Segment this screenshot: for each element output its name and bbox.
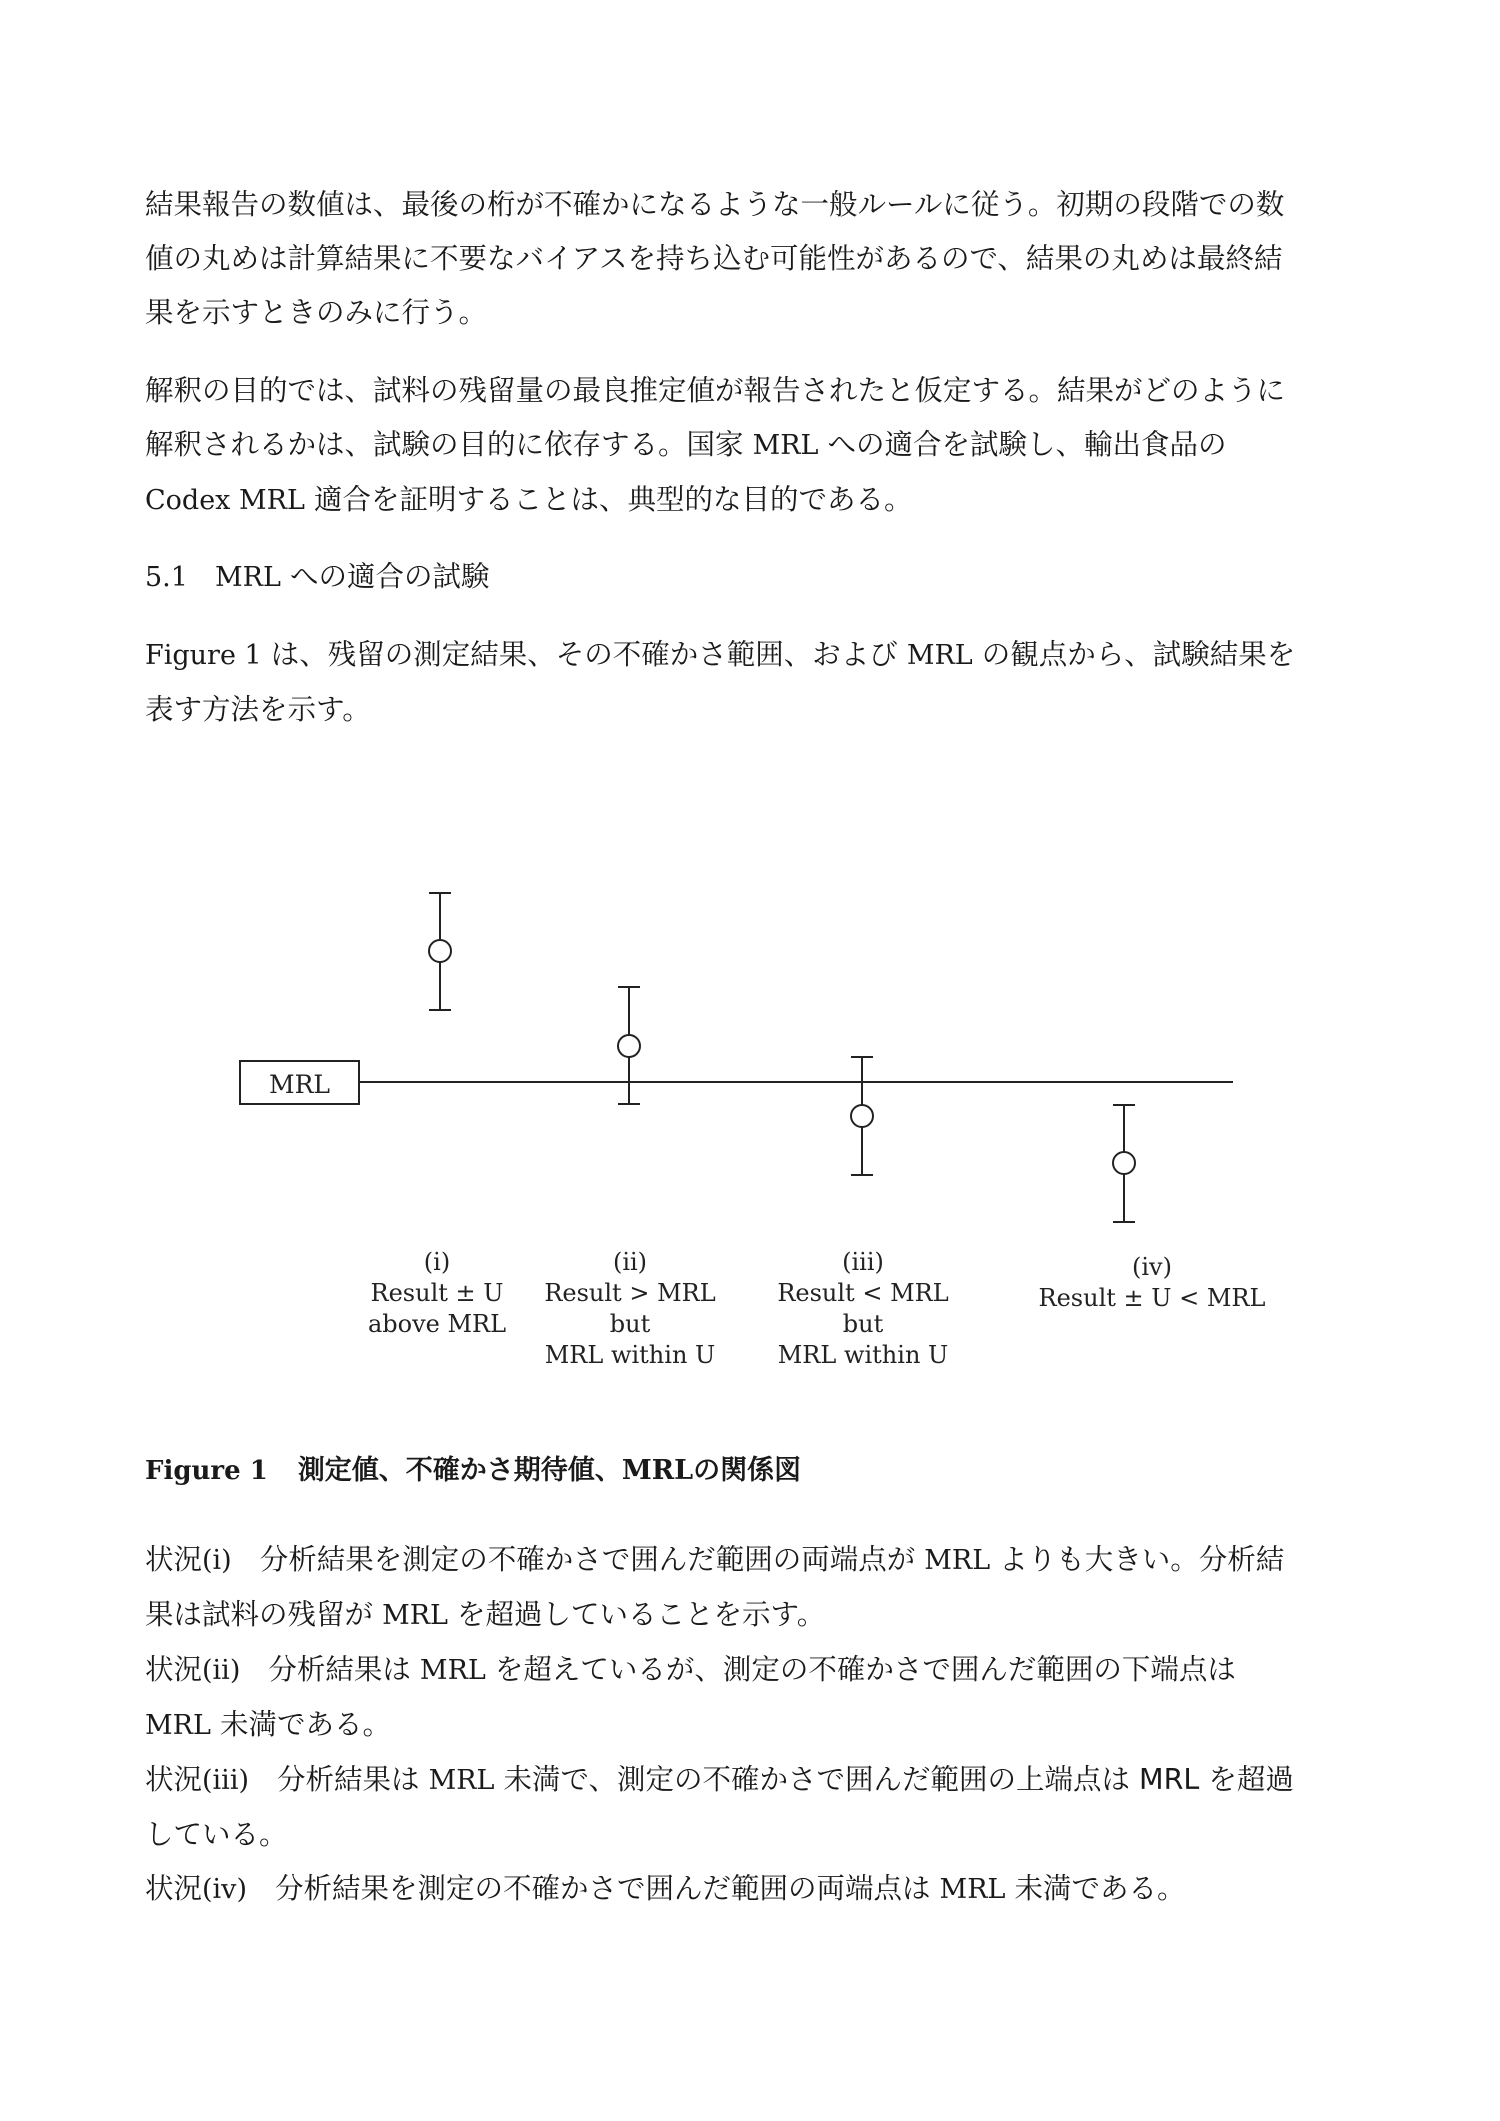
situation-tag bbox=[145, 1753, 249, 1808]
text-segment: を超えているが、測定の不確かさで囲んだ範囲の下端点は bbox=[485, 1653, 1236, 1686]
case-label-ii-line: Result > MRL bbox=[544, 1279, 716, 1307]
text-line: 表す方法を示す。 bbox=[145, 693, 371, 726]
error-bar-ii bbox=[618, 987, 640, 1104]
text-line: 解釈の目的では、試料の残留量の最良推定値が報告されたと仮定する。結果がどのように bbox=[145, 374, 1286, 407]
text-segment: MRL bbox=[145, 1710, 211, 1741]
text-segment: している。 bbox=[145, 1818, 288, 1851]
situation-iii-line bbox=[145, 1753, 1365, 1808]
text-segment: 分析結果を測定の不確かさで囲んだ範囲の両端点は bbox=[274, 1872, 940, 1905]
text-segment: 分析結果は bbox=[268, 1653, 420, 1686]
text-segment: への適合を試験し、輸出食品の bbox=[818, 428, 1227, 461]
error-bar-iv bbox=[1113, 1105, 1135, 1222]
text-segment: MRL bbox=[939, 1874, 1006, 1905]
text-segment: 分析結果は bbox=[277, 1763, 429, 1796]
paragraph-figure-intro bbox=[145, 628, 1365, 737]
text-segment: 未満である。 bbox=[1005, 1872, 1186, 1905]
caption-text: の関係図 bbox=[693, 1455, 802, 1486]
situation-tag-number: (i) bbox=[202, 1545, 232, 1576]
paragraph-interpretation bbox=[145, 364, 1365, 528]
section-heading bbox=[145, 557, 489, 598]
section-title-part: MRL bbox=[215, 562, 281, 593]
case-label-ii-id: (ii) bbox=[612, 1248, 648, 1276]
text-line bbox=[145, 418, 1365, 473]
case-label-iv-id: (iv) bbox=[1132, 1253, 1172, 1281]
situation-i-line bbox=[145, 1588, 1365, 1643]
section-title-part: への適合の試験 bbox=[280, 560, 490, 593]
text-segment: 未満である。 bbox=[210, 1708, 391, 1741]
text-line bbox=[145, 628, 1365, 683]
figure-caption bbox=[145, 1448, 801, 1487]
case-label-iii-line: but bbox=[842, 1310, 884, 1338]
case-label-ii-line: MRL within U bbox=[544, 1341, 716, 1369]
case-label-ii-line: but bbox=[609, 1310, 651, 1338]
error-bar-i bbox=[429, 893, 451, 1010]
paragraph-rounding bbox=[145, 178, 1365, 340]
text-segment: を超過していることを示す。 bbox=[447, 1598, 826, 1631]
situation-tag-number: (iv) bbox=[202, 1874, 247, 1905]
error-bar-iii bbox=[851, 1057, 873, 1175]
caption-text: 測定値、不確かさ期待値、 bbox=[297, 1455, 622, 1486]
situation-tag bbox=[145, 1643, 240, 1698]
situation-i-line bbox=[145, 1533, 1365, 1588]
case-label-i-id: (i) bbox=[423, 1248, 451, 1276]
case-label-iii-id: (iii) bbox=[842, 1248, 884, 1276]
text-segment: Codex MRL bbox=[145, 485, 305, 516]
text-segment: 未満で、測定の不確かさで囲んだ範囲の上端点は MRL を超過 bbox=[494, 1763, 1294, 1796]
situation-ii-line bbox=[145, 1698, 1365, 1753]
text-segment: 解釈されるかは、試験の目的に依存する。国家 bbox=[145, 428, 753, 461]
text-line: 果を示すときのみに行う。 bbox=[145, 296, 488, 329]
situation-list bbox=[145, 1533, 1365, 1917]
caption-text: MRL bbox=[621, 1455, 694, 1486]
text-segment: よりも大きい。分析結 bbox=[990, 1543, 1285, 1576]
section-number: 5.1 bbox=[145, 562, 188, 593]
text-segment: は、残留の測定結果、その不確かさ範囲、および bbox=[261, 638, 907, 671]
situation-tag-label: 状況 bbox=[145, 1763, 203, 1796]
mrl-box-label: MRL bbox=[268, 1070, 331, 1099]
text-line bbox=[145, 473, 1365, 528]
text-segment: の観点から、試験結果を bbox=[972, 638, 1296, 671]
text-line: 結果報告の数値は、最後の桁が不確かになるような一般ルールに従う。初期の段階での数 bbox=[145, 188, 1285, 221]
text-segment: MRL bbox=[906, 640, 973, 671]
text-segment: MRL bbox=[924, 1545, 991, 1576]
text-segment: MRL bbox=[752, 430, 819, 461]
text-segment: Figure 1 bbox=[145, 640, 262, 671]
text-segment: MRL bbox=[382, 1600, 448, 1631]
case-label-iii-line: Result < MRL bbox=[777, 1279, 949, 1307]
figure-label: Figure 1 bbox=[145, 1456, 268, 1486]
text-segment: MRL bbox=[428, 1765, 495, 1796]
situation-ii-line bbox=[145, 1643, 1365, 1698]
situation-iii-line bbox=[145, 1808, 1365, 1862]
text-segment: MRL bbox=[419, 1655, 486, 1686]
situation-tag-label: 状況 bbox=[145, 1872, 203, 1905]
situation-tag-number: (iii) bbox=[202, 1765, 249, 1796]
situation-tag-number: (ii) bbox=[202, 1655, 241, 1686]
situation-iv-line bbox=[145, 1862, 1365, 1917]
situation-tag-label: 状況 bbox=[145, 1543, 203, 1576]
case-label-iv-line: Result ± U < MRL bbox=[1038, 1284, 1266, 1312]
text-segment: 分析結果を測定の不確かさで囲んだ範囲の両端点が bbox=[259, 1543, 925, 1576]
text-segment: 適合を証明することは、典型的な目的である。 bbox=[304, 483, 913, 516]
text-segment: 果は試料の残留が bbox=[145, 1598, 383, 1631]
mrl-uncertainty-figure bbox=[0, 860, 1500, 1420]
text-line: 値の丸めは計算結果に不要なバイアスを持ち込む可能性があるので、結果の丸めは最終結 bbox=[145, 242, 1283, 275]
case-label-iii-line: MRL within U bbox=[777, 1341, 949, 1369]
situation-tag-label: 状況 bbox=[145, 1653, 203, 1686]
case-label-i-line: Result ± U bbox=[370, 1279, 504, 1307]
situation-tag bbox=[145, 1862, 247, 1917]
case-label-i-line: above MRL bbox=[367, 1310, 507, 1338]
situation-tag bbox=[145, 1533, 232, 1588]
